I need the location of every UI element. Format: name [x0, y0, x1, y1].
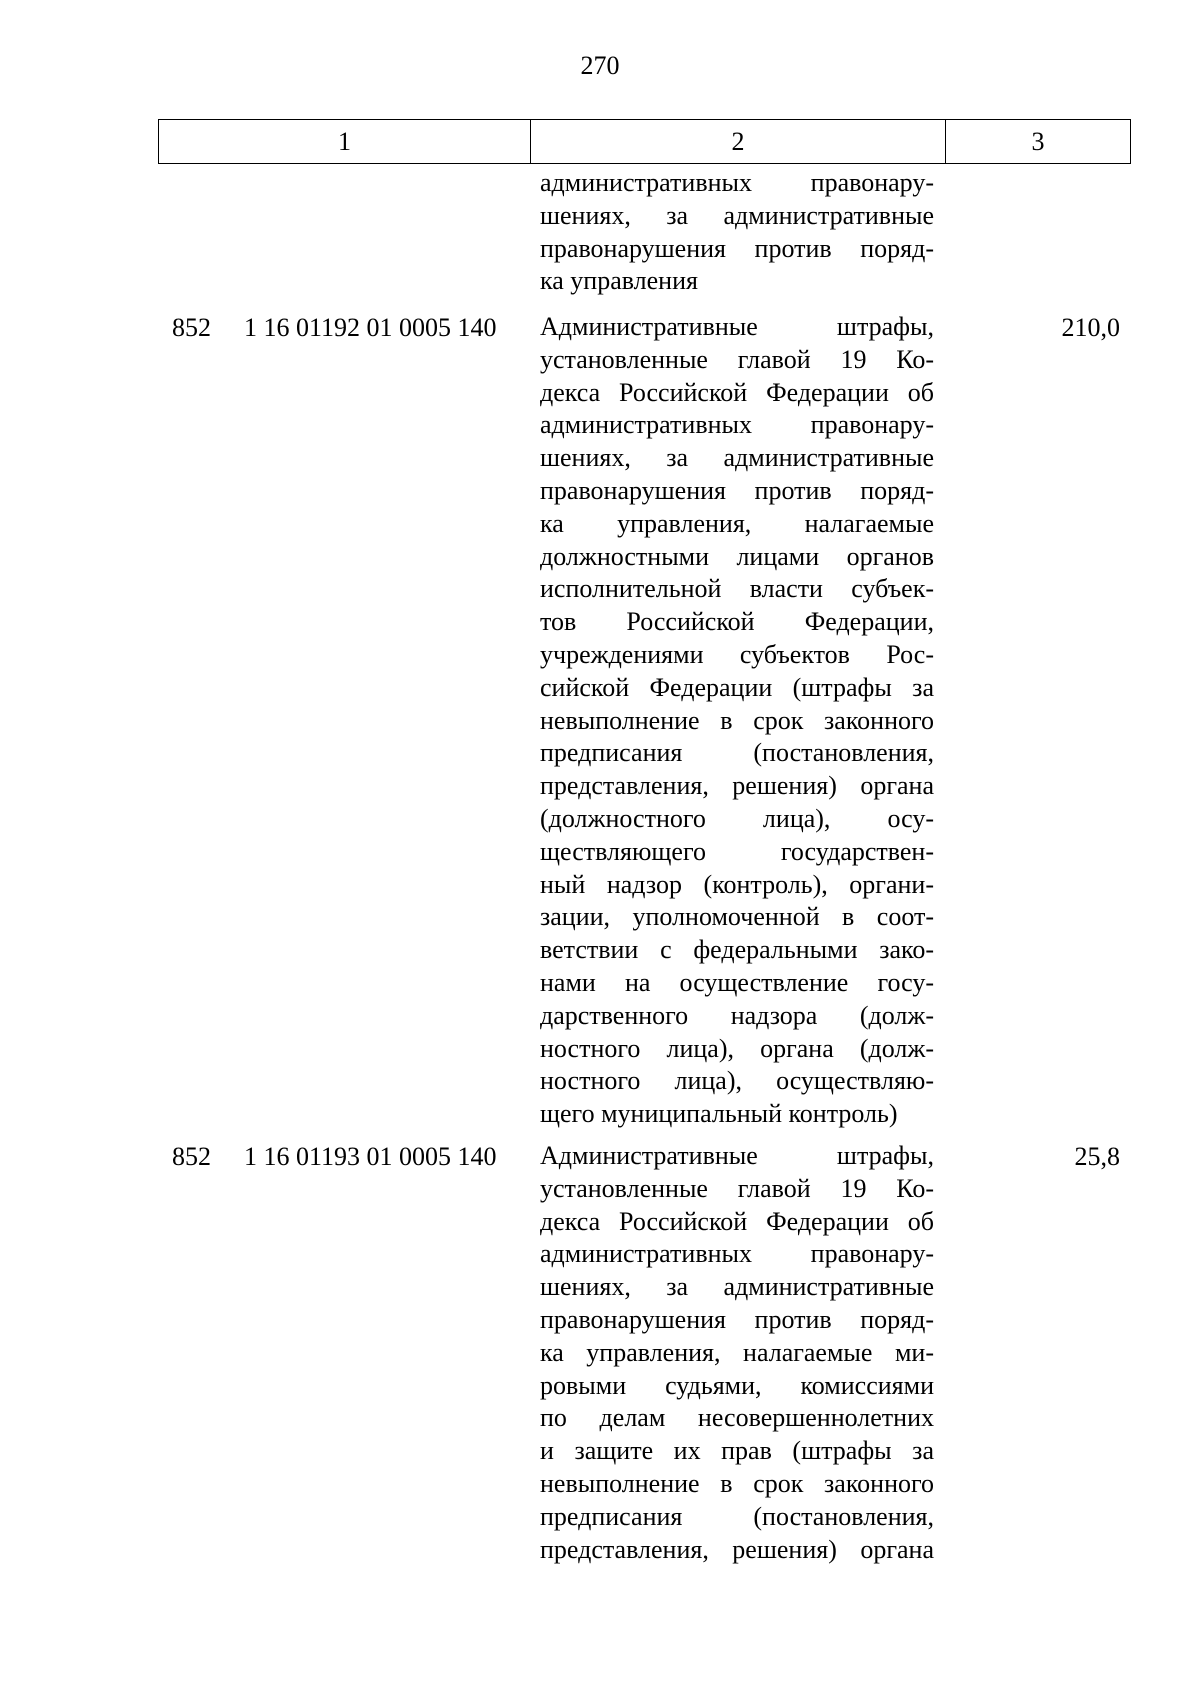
desc-line: ществляющего государствен- [540, 836, 934, 866]
desc-line: ностного лица), осуществляю- [540, 1066, 934, 1096]
desc-line: зации, уполномоченной в соот- [540, 902, 934, 932]
table-header [158, 119, 1131, 164]
desc-line: административных правонару- [540, 1239, 934, 1269]
desc-line: (должностного лица), осу- [540, 803, 934, 833]
header-col-1: 1 [159, 120, 531, 163]
desc-line: по делам несовершеннолетних [540, 1403, 934, 1433]
header-col-2: 2 [531, 120, 946, 163]
admin-code: 852 [172, 313, 211, 342]
desc-line: установленные главой 19 Ко- [540, 344, 934, 374]
desc-line: шениях, за административные [540, 1272, 934, 1302]
desc-line: учреждениями субъектов Рос- [540, 639, 934, 669]
amount-cell: 25,8 [1074, 1142, 1120, 1171]
desc-line: установленные главой 19 Ко- [540, 1173, 934, 1203]
desc-line: предписания (постановления, [540, 738, 934, 768]
amount-cell: 210,0 [1061, 313, 1120, 342]
admin-code: 852 [172, 1142, 211, 1171]
desc-line: ровыми судьями, комиссиями [540, 1370, 934, 1400]
desc-line: правонарушения против поряд- [540, 1304, 934, 1334]
kbk-code: 1 16 01192 01 0005 140 [244, 313, 497, 342]
desc-line: тов Российской Федерации, [540, 607, 934, 637]
desc-line: нами на осуществление госу- [540, 967, 934, 997]
desc-line: ный надзор (контроль), органи- [540, 869, 934, 899]
desc-line: должностными лицами органов [540, 541, 934, 571]
desc-line: декса Российской Федерации об [540, 1206, 934, 1236]
continuation-description [540, 167, 934, 298]
desc-line: ностного лица), органа (долж- [540, 1033, 934, 1063]
desc-line: административных правонару- [540, 410, 934, 440]
desc-line: ветствии с федеральными зако- [540, 935, 934, 965]
desc-line: исполнительной власти субъек- [540, 574, 934, 604]
desc-line: ка управления, налагаемые [540, 508, 934, 538]
desc-line: правонарушения против поряд- [540, 475, 934, 505]
kbk-code: 1 16 01193 01 0005 140 [244, 1142, 497, 1171]
desc-line: ка управления [540, 266, 698, 296]
row-description [540, 1140, 934, 1566]
page-number: 270 [580, 51, 620, 80]
desc-line: административных правонару- [540, 168, 934, 197]
desc-line: Административные штрафы, [540, 312, 934, 341]
desc-line: предписания (постановления, [540, 1501, 934, 1531]
row-description [540, 311, 934, 1131]
desc-line: сийской Федерации (штрафы за [540, 672, 934, 702]
desc-line: декса Российской Федерации об [540, 377, 934, 407]
desc-line: Административные штрафы, [540, 1141, 934, 1170]
desc-line: щего муниципальный контроль) [540, 1099, 898, 1129]
desc-line: и защите их прав (штрафы за [540, 1436, 934, 1466]
header-col-3: 3 [1031, 126, 1045, 156]
desc-line: правонарушения против поряд- [540, 233, 934, 263]
desc-line: невыполнение в срок законного [540, 705, 934, 735]
desc-line: ка управления, налагаемые ми- [540, 1337, 934, 1367]
desc-line: дарственного надзора (долж- [540, 1000, 934, 1030]
desc-line: представления, решения) органа [540, 1534, 934, 1564]
desc-line: шениях, за административные [540, 200, 934, 230]
desc-line: представления, решения) органа [540, 771, 934, 801]
desc-line: шениях, за административные [540, 443, 934, 473]
desc-line: невыполнение в срок законного [540, 1468, 934, 1498]
